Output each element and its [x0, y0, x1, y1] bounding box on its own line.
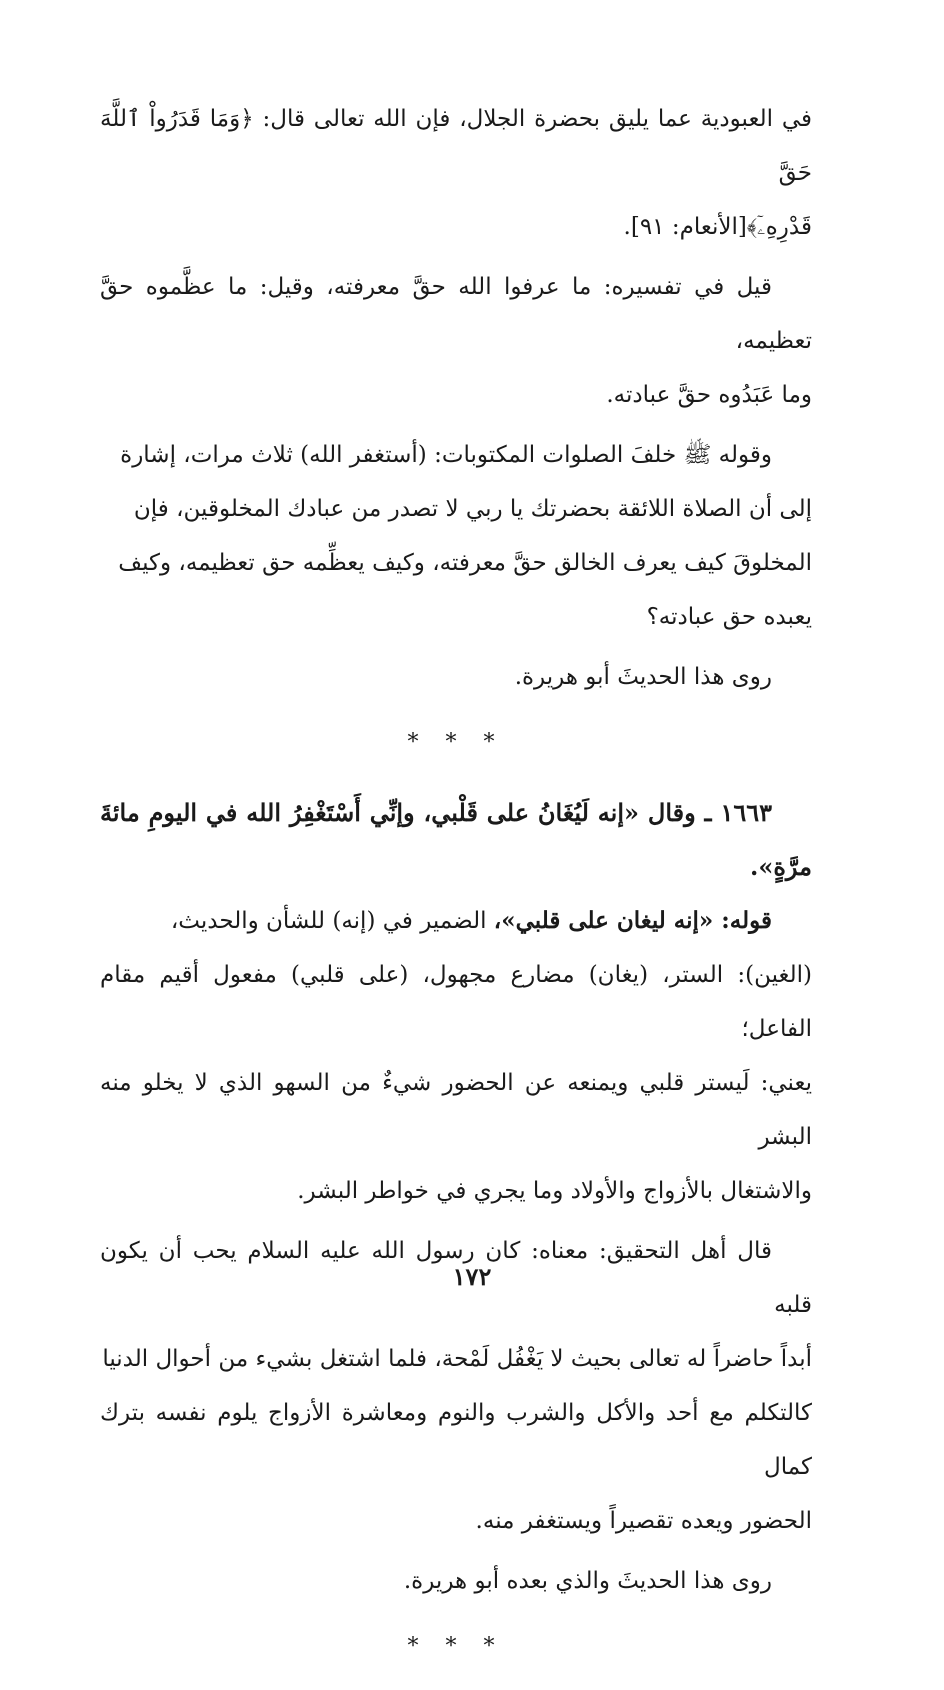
- text-line: يعني: لَيستر قلبي ويمنعه عن الحضور شيءٌ من السهو الذي لا يخلو منه البشر: [100, 1070, 812, 1150]
- paragraph-explanation: [100, 894, 812, 1218]
- text-line: يعبده حق عبادته؟: [646, 604, 812, 630]
- text-line: كالتكلم مع أحد والأكل والشرب والنوم ومعاشرة الأزواج يلوم نفسه بترك كمال: [100, 1400, 812, 1480]
- page-body: [100, 92, 812, 1690]
- page-number: ١٧٢: [452, 1262, 492, 1291]
- paragraph-quran-reference: [100, 92, 812, 254]
- text-line: وما عَبَدُوه حقَّ عبادته.: [606, 382, 812, 408]
- paragraph-istighfar: [100, 428, 812, 644]
- paragraph-narrator-2: [100, 1554, 812, 1608]
- text-line: أبداً حاضراً له تعالى بحيث لا يَغْفُل لَمْحة، فلما اشتغل بشيء من أحوال الدنيا: [102, 1346, 812, 1372]
- text-line: [100, 894, 812, 948]
- paragraph-narrator: [100, 650, 812, 704]
- text-line: قيل في تفسيره: ما عرفوا الله حقَّ معرفته، وقيل: ما عظَّموه حقَّ تعظيمه،: [100, 274, 812, 354]
- text-line: روى هذا الحديثَ والذي بعده أبو هريرة.: [403, 1568, 772, 1594]
- text-line: وقوله ﷺ خلفَ الصلوات المكتوبات: (أستغفر الله) ثلاث مرات، إشارة: [120, 442, 772, 468]
- text-line: (الغين): الستر، (يغان) مضارع مجهول، (على قلبي) مفعول أقيم مقام الفاعل؛: [100, 962, 812, 1042]
- section-separator: * * *: [407, 730, 505, 755]
- hadith-heading-text: ١٦٦٣ ـ وقال «إنه لَيُغَانُ على قَلْبي، وإنِّي أَسْتَغْفِرُ الله في اليومِ مائةَ مرَّةٍ».: [100, 798, 812, 881]
- quoted-phrase: قوله: «إنه ليغان على قلبي»،: [493, 907, 772, 934]
- text-line: روى هذا الحديثَ أبو هريرة.: [514, 664, 772, 690]
- text-line: إلى أن الصلاة اللائقة بحضرتك يا ربي لا تصدر من عبادك المخلوقين، فإن: [133, 496, 812, 522]
- text-line: قَدْرِهِۦٓ﴾[الأنعام: ٩١].: [623, 214, 812, 240]
- hadith-heading: [100, 786, 812, 894]
- text-line: الحضور ويعده تقصيراً ويستغفر منه.: [475, 1508, 812, 1534]
- text-line: في العبودية عما يليق بحضرة الجلال، فإن الله تعالى قال: ﴿وَمَا قَدَرُواْ ٱللَّهَ حَقَّ: [100, 106, 812, 186]
- text-line-rest: الضمير في (إنه) للشأن والحديث،: [170, 908, 494, 934]
- text-line: المخلوقَ كيف يعرف الخالق حقَّ معرفته، وكيف يعظِّمه حق تعظيمه، وكيف: [118, 550, 812, 576]
- paragraph-tafsir: [100, 260, 812, 422]
- section-separator: * * *: [407, 1634, 505, 1659]
- text-line: قال أهل التحقيق: معناه: كان رسول الله عليه السلام يحب أن يكون قلبه: [100, 1238, 812, 1318]
- text-line: والاشتغال بالأزواج والأولاد وما يجري في خواطر البشر.: [297, 1178, 812, 1204]
